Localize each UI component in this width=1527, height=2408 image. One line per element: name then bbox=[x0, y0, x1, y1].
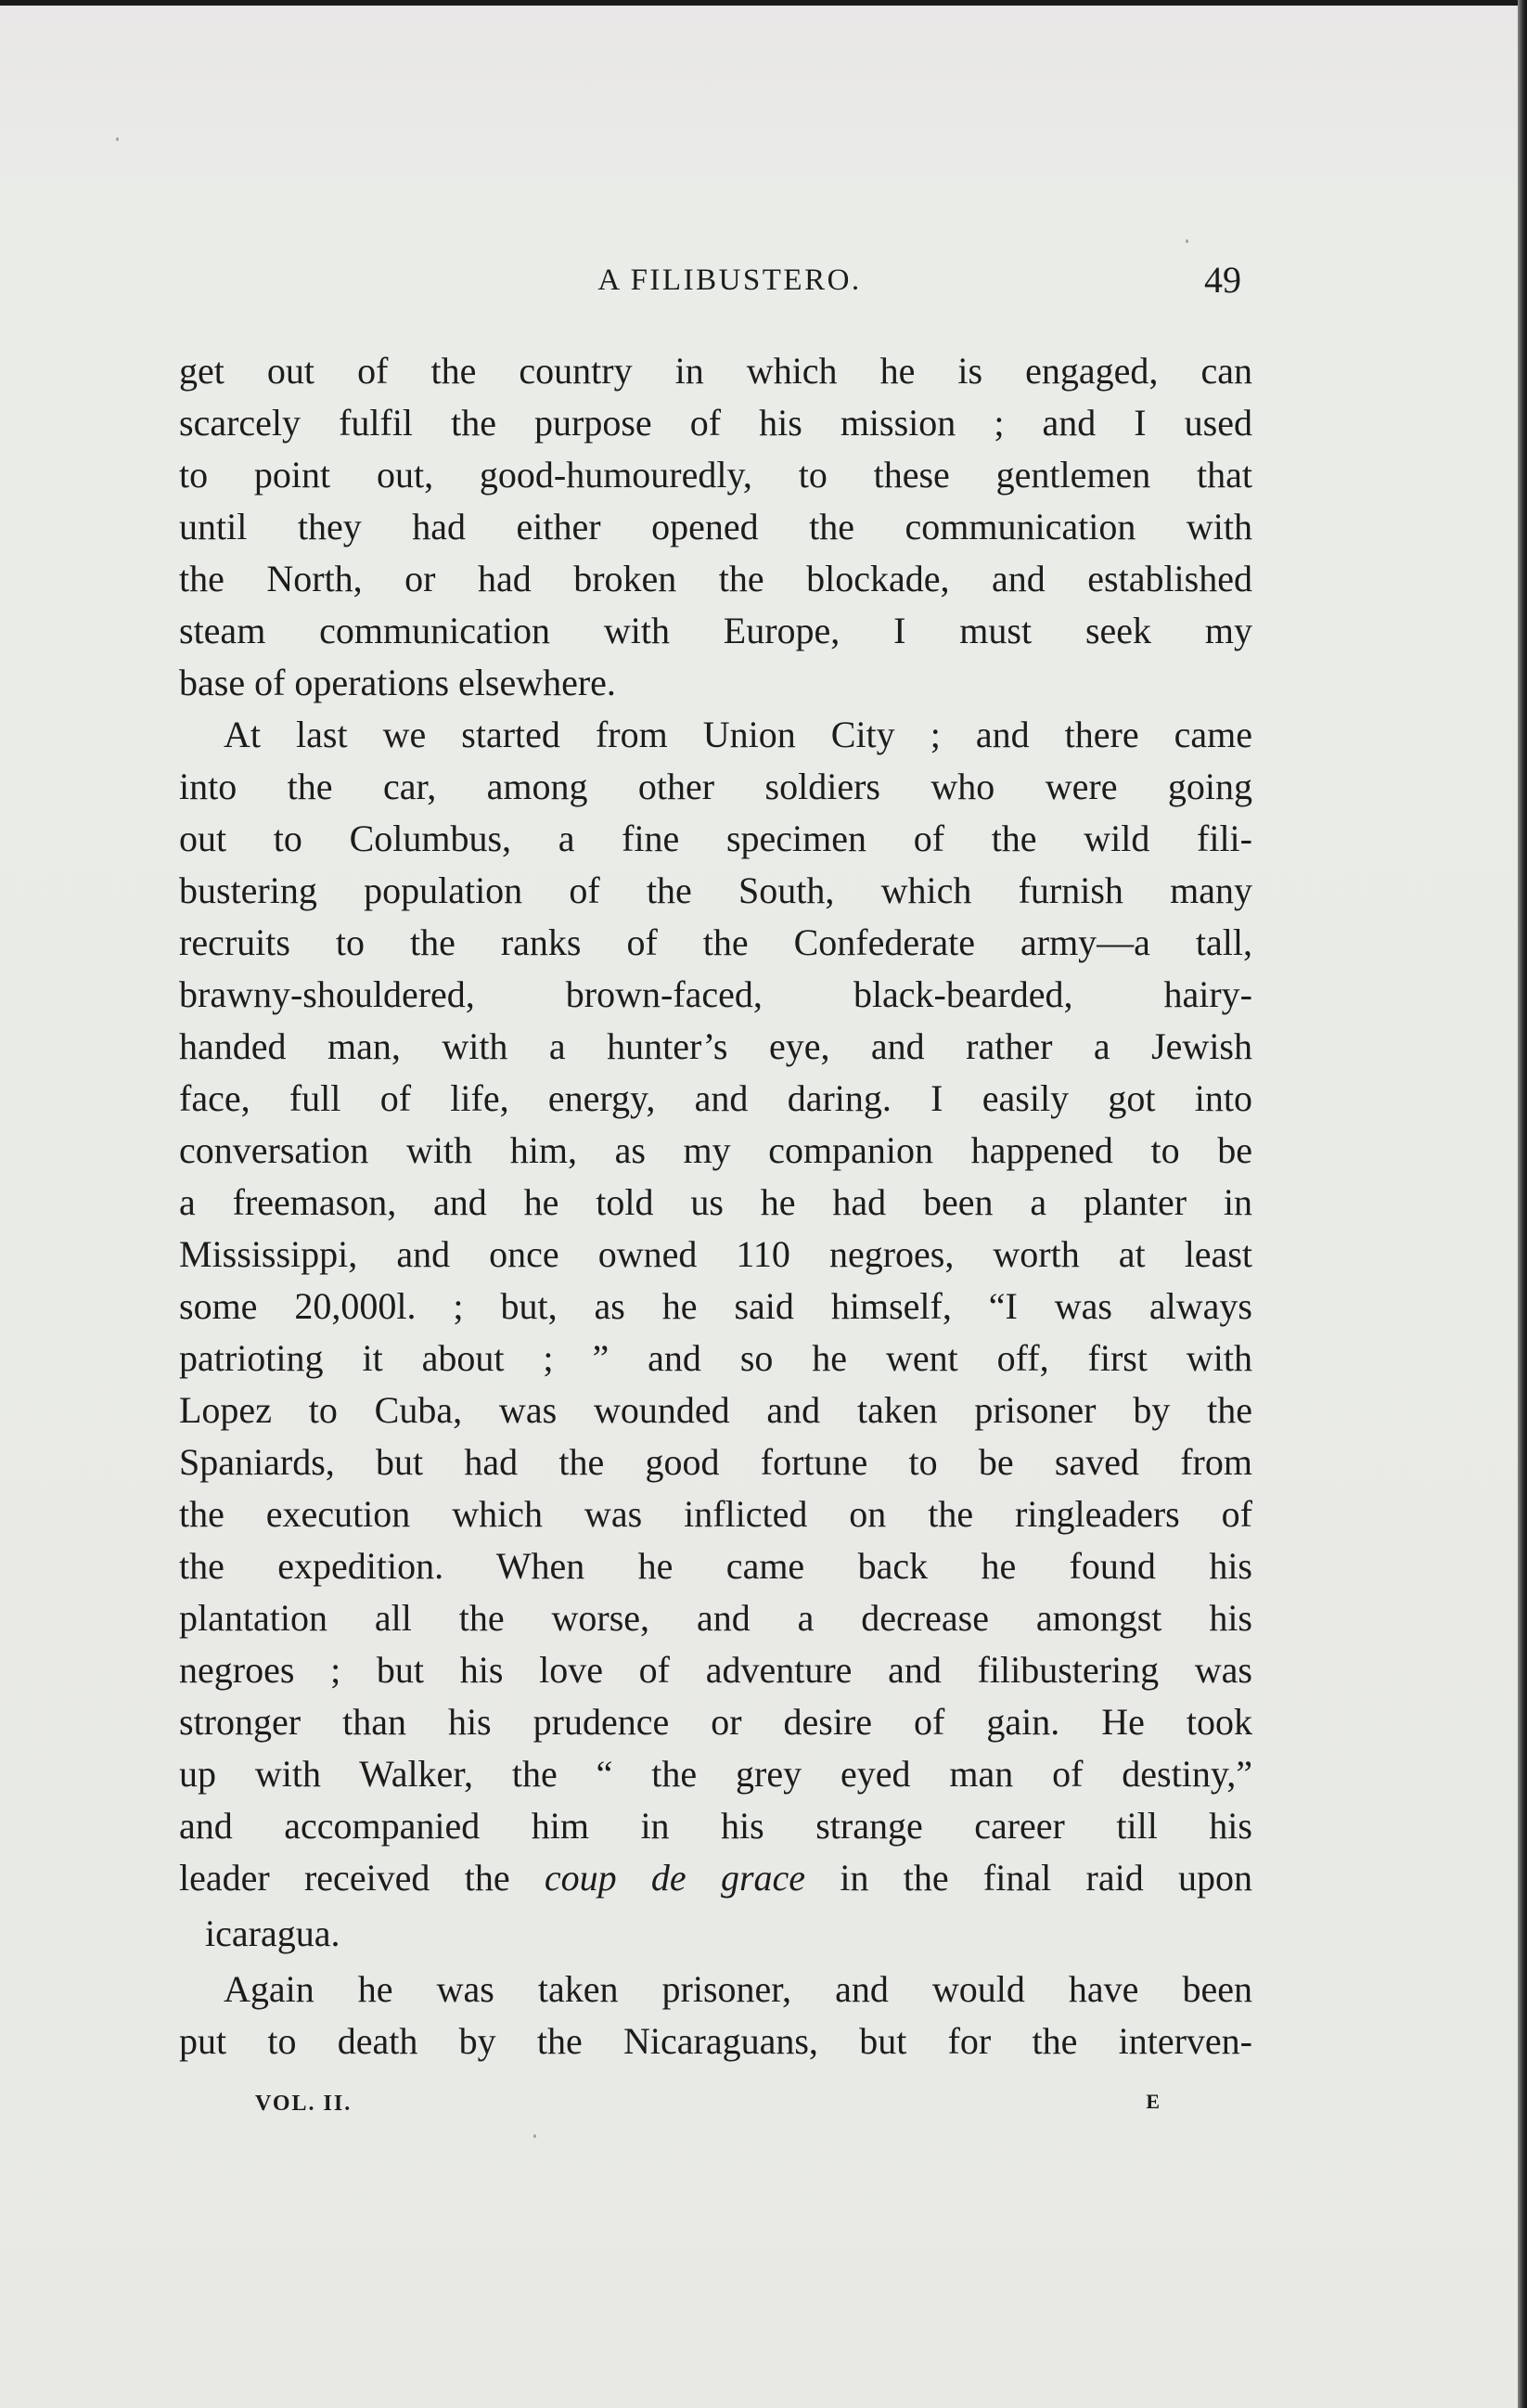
text-line-paragraph-start: Again he was taken prisoner, and would have been bbox=[224, 1968, 1252, 2010]
text-line: negroes ; but his love of adventure and filibustering was bbox=[179, 1649, 1252, 1691]
text-line-with-italic bbox=[179, 1852, 1252, 1904]
text-line-paragraph-start: At last we started from Union City ; and there came bbox=[224, 714, 1252, 755]
text-line: patrioting it about ; ” and so he went off, first with bbox=[179, 1337, 1252, 1379]
text-line: recruits to the ranks of the Confederate army—a tall, bbox=[179, 921, 1252, 963]
text-line: bustering population of the South, which furnish many bbox=[179, 869, 1252, 911]
text-segment: leader received the bbox=[179, 1857, 545, 1899]
text-line: Spaniards, but had the good fortune to be saved from bbox=[179, 1441, 1252, 1483]
text-line: put to death by the Nicaraguans, but for the interven- bbox=[179, 2020, 1252, 2062]
text-line: conversation with him, as my companion happened to be bbox=[179, 1129, 1252, 1171]
body-text bbox=[179, 345, 1252, 2067]
text-line: the execution which was inflicted on the ringleaders of bbox=[179, 1493, 1252, 1535]
text-line: up with Walker, the “ the grey eyed man of destiny,” bbox=[179, 1753, 1252, 1795]
text-line: to point out, good-humouredly, to these gentlemen that bbox=[179, 454, 1252, 496]
text-line: stronger than his prudence or desire of gain. He took bbox=[179, 1701, 1252, 1743]
scan-right-edge bbox=[1518, 0, 1527, 2408]
text-segment: in the final raid upon bbox=[805, 1857, 1252, 1899]
text-line: Lopez to Cuba, was wounded and taken prisoner by the bbox=[179, 1389, 1252, 1431]
text-line: face, full of life, energy, and daring. I easily got into bbox=[179, 1077, 1252, 1119]
text-line: get out of the country in which he is engaged, can bbox=[179, 350, 1252, 392]
paper-speck bbox=[116, 137, 119, 141]
text-line: out to Columbus, a fine specimen of the wild fili- bbox=[179, 818, 1252, 859]
text-line: steam communication with Europe, I must seek my bbox=[179, 610, 1252, 651]
paper-speck bbox=[1186, 239, 1188, 243]
text-line: the North, or had broken the blockade, and established bbox=[179, 558, 1252, 599]
text-line: a freemason, and he told us he had been a planter in bbox=[179, 1181, 1252, 1223]
running-title: A FILIBUSTERO. bbox=[597, 264, 862, 297]
text-line: handed man, with a hunter’s eye, and rather a Jewish bbox=[179, 1025, 1252, 1067]
text-line: plantation all the worse, and a decrease amongst his bbox=[179, 1597, 1252, 1639]
page-number: 49 bbox=[1204, 259, 1241, 301]
signature-mark: E bbox=[1146, 2090, 1160, 2113]
text-line: until they had either opened the communication with bbox=[179, 506, 1252, 547]
text-line: some 20,000l. ; but, as he said himself, “I was always bbox=[179, 1285, 1252, 1327]
text-line-paragraph-end: icaragua. bbox=[205, 1912, 340, 1954]
page-footer bbox=[179, 2090, 1252, 2127]
text-line: and accompanied him in his strange career till his bbox=[179, 1805, 1252, 1847]
text-line: brawny-shouldered, brown-faced, black-bearded, hairy- bbox=[179, 973, 1252, 1015]
text-line: Mississippi, and once owned 110 negroes, worth at least bbox=[179, 1233, 1252, 1275]
text-line: scarcely fulfil the purpose of his mission ; and I used bbox=[179, 402, 1252, 444]
text-line: into the car, among other soldiers who were going bbox=[179, 766, 1252, 807]
text-line: the expedition. When he came back he found his bbox=[179, 1545, 1252, 1587]
page-header bbox=[179, 258, 1252, 304]
italic-phrase: coup de grace bbox=[544, 1857, 806, 1899]
text-line-paragraph-end: base of operations elsewhere. bbox=[179, 662, 616, 703]
volume-mark: VOL. II. bbox=[255, 2092, 353, 2116]
paper-speck bbox=[533, 2134, 536, 2138]
